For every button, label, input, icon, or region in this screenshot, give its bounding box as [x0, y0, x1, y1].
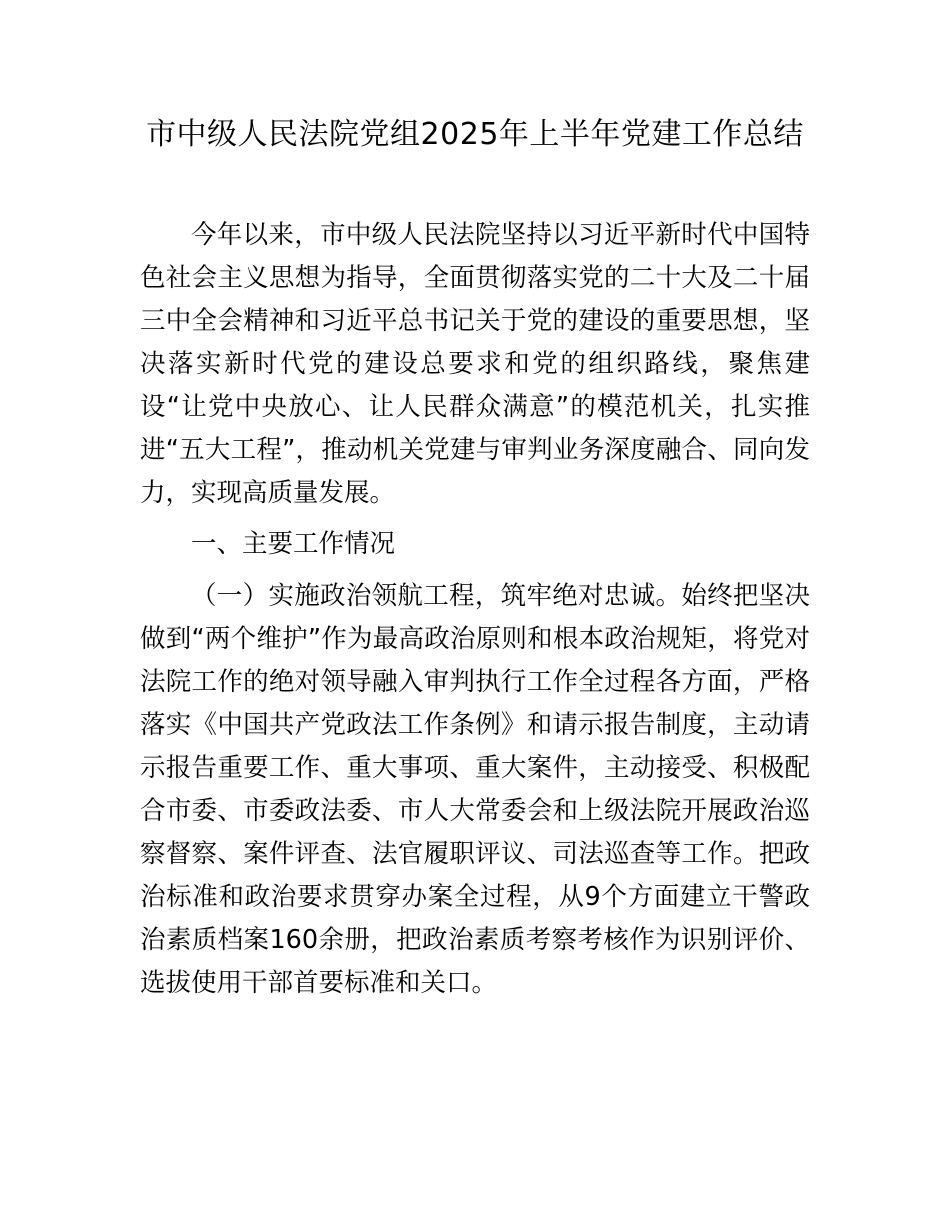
document-title: 市中级人民法院党组2025年上半年党建工作总结	[146, 117, 804, 152]
document-body	[140, 214, 810, 1013]
section-paragraph: （一）实施政治领航工程，筑牢绝对忠诚。始终把坚决做到“两个维护”作为最高政治原则和根本政治规矩，将党对法院工作的绝对领导融入审判执行工作全过程各方面，严格落实《中国共产党政法工作条例》和请示报告制度，主动请示报告重要工作、重大事项、重大案件，主动接受、积极配合市委、市委政法委、市人大常委会和上级法院开展政治巡察督察、案件评查、法官履职评议、司法巡查等工作。把政治标准和政治要求贯穿办案全过程，从9个方面建立干警政治素质档案160余册，把政治素质考察考核作为识别评价、选拔使用干部首要标准和关口。	[140, 581, 810, 998]
intro-paragraph: 今年以来，市中级人民法院坚持以习近平新时代中国特色社会主义思想为指导，全面贯彻落实党的二十大及二十届三中全会精神和习近平总书记关于党的建设的重要思想，坚决落实新时代党的建设总要求和党的组织路线，聚焦建设“让党中央放心、让人民群众满意”的模范机关，扎实推进“五大工程”，推动机关党建与审判业务深度融合、同向发力，实现高质量发展。	[140, 220, 810, 508]
section-heading: 一、主要工作情况	[191, 529, 396, 559]
